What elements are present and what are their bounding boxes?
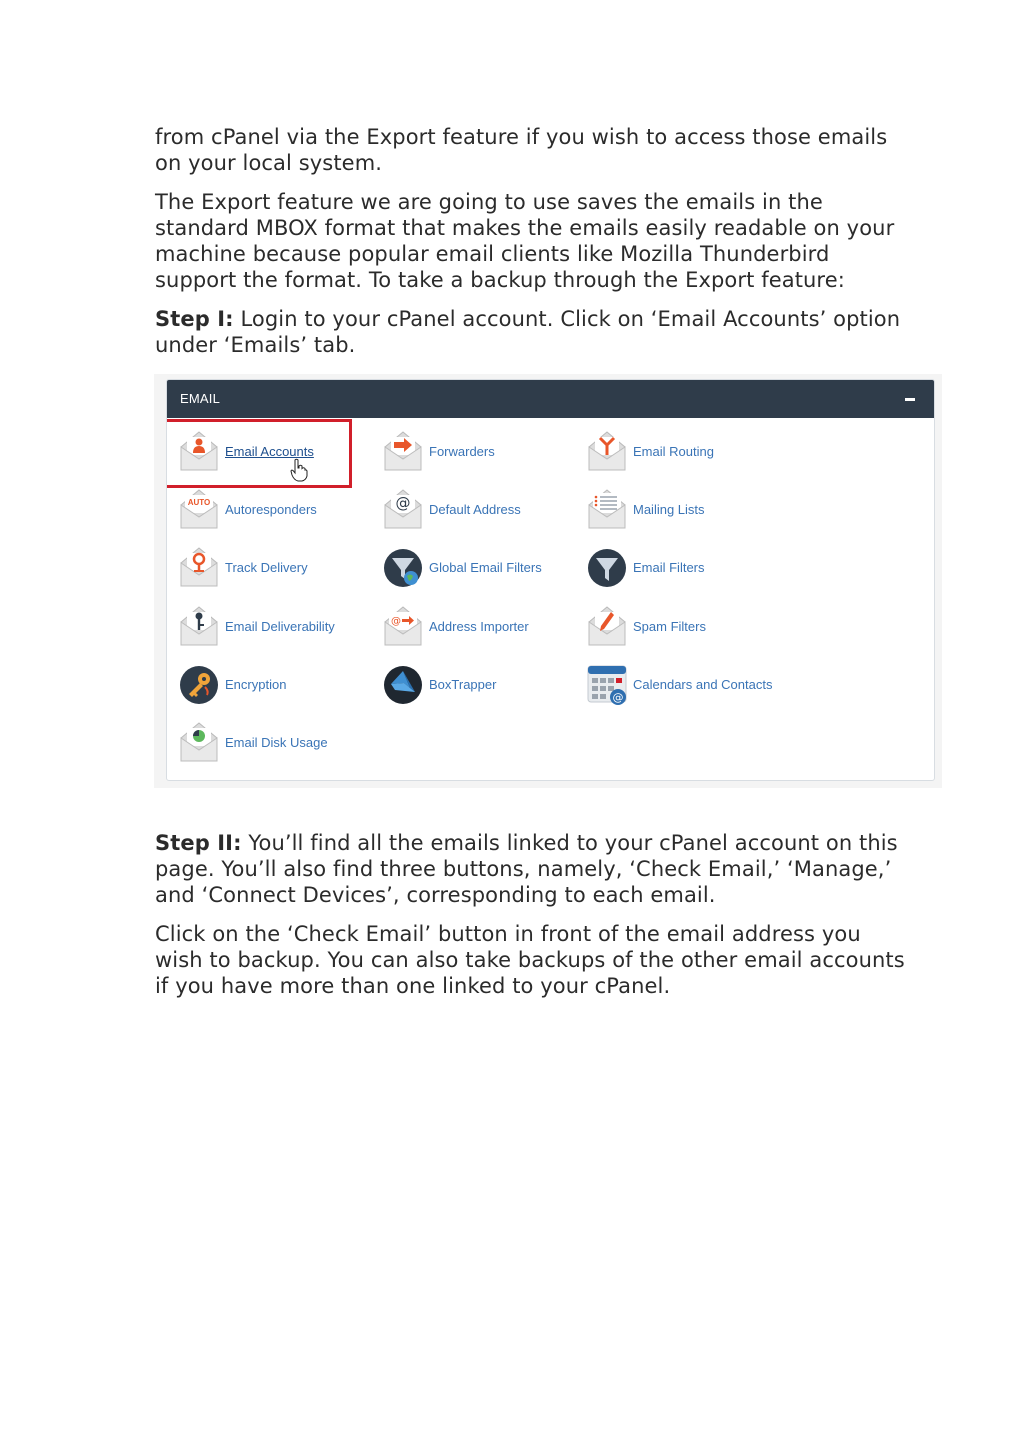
item-label[interactable]: Track Delivery: [225, 559, 308, 575]
item-label[interactable]: Email Disk Usage: [225, 734, 328, 750]
item-email-filters[interactable]: [587, 545, 705, 589]
boxtrapper-icon: [383, 662, 423, 706]
item-label[interactable]: Email Routing: [633, 443, 714, 459]
item-email-deliverability[interactable]: [179, 604, 335, 648]
item-email-routing[interactable]: [587, 429, 714, 473]
mailing-lists-icon: [587, 487, 627, 531]
svg-text:@: @: [395, 494, 411, 512]
step-1-label: Step I:: [155, 307, 234, 331]
item-label[interactable]: Spam Filters: [633, 618, 706, 634]
item-label[interactable]: BoxTrapper: [429, 676, 497, 692]
item-label[interactable]: Global Email Filters: [429, 559, 542, 575]
paragraph-export: The Export feature we are going to use saves the emails in the standard MBOX format that makes the emails easily readable on your machine because popular email clients like Mozilla Thunderbird support the format. To take a backup through the Export feature:: [155, 190, 895, 292]
item-label[interactable]: Address Importer: [429, 618, 529, 634]
email-accounts-highlight-box: [166, 419, 352, 488]
paragraph-step-1: [155, 306, 915, 358]
auto-badge: AUTO: [187, 498, 211, 507]
email-deliverability-icon: [179, 604, 219, 648]
item-forwarders[interactable]: [383, 429, 495, 473]
default-address-icon: [383, 487, 423, 531]
document-body: [155, 124, 915, 999]
email-panel: [166, 379, 935, 781]
item-label[interactable]: Email Filters: [633, 559, 705, 575]
step-2-text: You’ll find all the emails linked to your cPanel account on this page. You’ll also find three buttons, namely, ‘Check Email,’ ‘Manage,’ and ‘Connect Devices’, corresponding to each email.: [155, 831, 898, 907]
item-address-importer[interactable]: [383, 604, 529, 648]
autoresponders-icon: [179, 487, 219, 531]
item-default-address[interactable]: [383, 487, 521, 531]
item-label[interactable]: Encryption: [225, 676, 287, 692]
panel-header: [167, 380, 934, 418]
track-delivery-icon: [179, 545, 219, 589]
email-filters-icon: [587, 545, 627, 589]
panel-title: EMAIL: [180, 391, 221, 406]
after-screenshot-text: [155, 830, 915, 999]
item-mailing-lists[interactable]: [587, 487, 705, 531]
item-encryption[interactable]: [179, 662, 286, 706]
item-label[interactable]: Autoresponders: [225, 501, 317, 517]
svg-text:@: @: [391, 616, 401, 627]
item-boxtrapper[interactable]: [383, 662, 496, 706]
item-label[interactable]: Email Deliverability: [225, 618, 335, 634]
encryption-icon: [179, 662, 219, 706]
paragraph-check-email: Click on the ‘Check Email’ button in front of the email address you wish to backup. You can also take backups of the other email accounts if you have more than one linked to your cPanel.: [155, 922, 905, 998]
calendars-contacts-icon: [587, 662, 627, 706]
item-track-delivery[interactable]: [179, 545, 308, 589]
item-global-email-filters[interactable]: [383, 545, 542, 589]
item-autoresponders[interactable]: [179, 487, 317, 531]
cpanel-screenshot: [154, 374, 942, 788]
svg-text:@: @: [612, 691, 624, 704]
item-spam-filters[interactable]: [587, 604, 706, 648]
step-1-text: Login to your cPanel account. Click on ‘Email Accounts’ option under ‘Emails’ tab.: [155, 307, 901, 357]
address-importer-icon: [383, 604, 423, 648]
forwarders-icon: [383, 429, 423, 473]
spam-filters-icon: [587, 604, 627, 648]
step-2-label: Step II:: [155, 831, 242, 855]
item-label[interactable]: Default Address: [429, 501, 521, 517]
hand-cursor-icon: [290, 458, 308, 482]
collapse-icon[interactable]: [905, 389, 919, 407]
paragraph-intro: from cPanel via the Export feature if you wish to access those emails on your local system.: [155, 125, 888, 175]
email-routing-icon: [587, 429, 627, 473]
paragraph-step-2: [155, 830, 915, 908]
item-calendars-and-contacts[interactable]: [587, 662, 772, 706]
email-disk-usage-icon: [179, 720, 219, 764]
item-email-disk-usage[interactable]: [179, 720, 328, 764]
item-label[interactable]: Email Accounts: [225, 443, 314, 459]
item-label[interactable]: Forwarders: [429, 443, 495, 459]
item-label[interactable]: Mailing Lists: [633, 501, 705, 517]
item-label[interactable]: Calendars and Contacts: [633, 676, 773, 692]
global-email-filters-icon: [383, 545, 423, 589]
